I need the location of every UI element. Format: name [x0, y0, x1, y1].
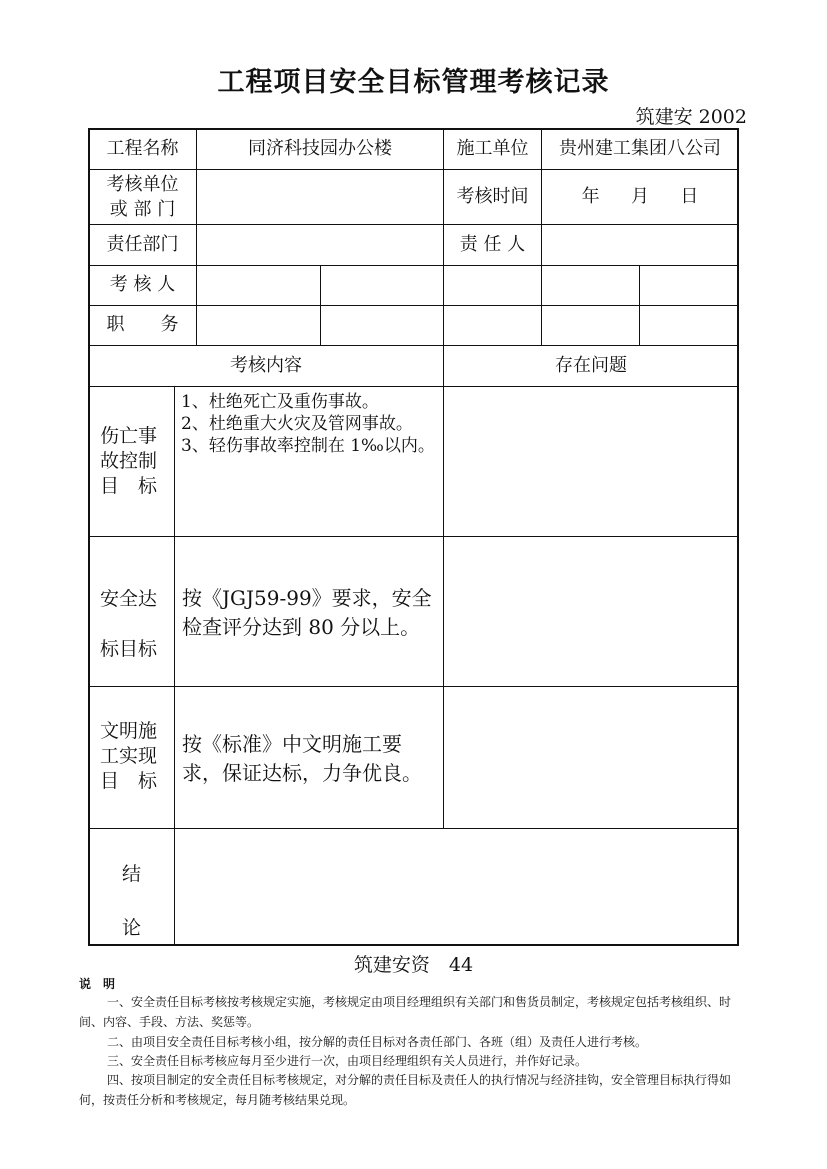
- note-item: 三、安全责任目标考核应每月至少进行一次，由项目经理组织有关人员进行，并作好记录。: [107, 1054, 588, 1068]
- assess-unit-label-line2: 或 部 门: [109, 199, 176, 220]
- document-code: 筑建安 2002: [635, 106, 747, 128]
- section-content-casualty: 1、杜绝死亡及重伤事故。 2、杜绝重大火灾及管网事故。 3、轻伤事故率控制在 1‰以内。: [181, 392, 435, 456]
- column-divider: [174, 386, 175, 945]
- footer-code: 筑建安资 44: [353, 954, 474, 976]
- assess-unit-label-line1: 考核单位: [106, 174, 179, 195]
- section-label-casualty: 伤亡事 故控制 目 标: [100, 425, 158, 497]
- form-title: 工程项目安全目标管理考核记录: [217, 67, 610, 98]
- row-divider: [89, 686, 738, 687]
- construction-unit-value: 贵州建工集团八公司: [559, 137, 721, 159]
- notes-title: 说 明: [79, 977, 116, 991]
- resp-dept-label: 责任部门: [106, 233, 179, 255]
- assess-date-field: [542, 170, 738, 224]
- construction-unit-label: 施工单位: [456, 137, 529, 159]
- content-column-header: 考核内容: [230, 354, 302, 376]
- issues-column-header: 存在问题: [555, 354, 627, 376]
- section-label-civilized-construction: 文明施 工实现 目 标: [100, 720, 158, 792]
- resp-person-label: 责 任 人: [459, 233, 526, 255]
- note-item: 二、由项目安全责任目标考核小组，按分解的责任目标对各责任部门、各班（组）及责任人进行考核。: [107, 1035, 648, 1049]
- assessor-label: 考 核 人: [109, 274, 176, 296]
- column-divider: [639, 265, 640, 346]
- row-divider: [89, 386, 738, 387]
- section-content-safety-standard: 按《JGJ59-99》要求，安全 检查评分达到 80 分以上。: [182, 586, 432, 639]
- assess-unit-label: [89, 170, 196, 224]
- assess-time-label: 考核时间: [456, 185, 529, 207]
- section-content-civilized-construction: 按《标准》中文明施工要 求，保证达标，力争优良。: [182, 732, 422, 785]
- date-month: 月: [630, 185, 649, 207]
- position-label: 职 务: [106, 314, 179, 336]
- date-day: 日: [680, 185, 699, 207]
- row-divider: [89, 536, 738, 537]
- section-label-conclusion: 结 论: [122, 863, 142, 939]
- section-label-safety-standard: 安全达 标目标: [100, 588, 158, 660]
- note-item: 一、安全责任目标考核按考核规定实施，考核规定由项目经理组织有关部门和售货员制定，考核规定包括考核组织、时间、内容、手段、方法、奖惩等。: [79, 995, 732, 1029]
- note-item: 四、按项目制定的安全责任目标考核规定，对分解的责任目标及责任人的执行情况与经济挂钩，安全管理目标执行得如何，按责任分析和考核规定，每月随考核结果兑现。: [79, 1073, 732, 1107]
- project-name-label: 工程名称: [106, 137, 179, 159]
- row-divider: [89, 828, 738, 829]
- date-year: 年: [581, 185, 600, 207]
- column-divider: [320, 265, 321, 346]
- project-name-value: 同济科技园办公楼: [248, 137, 392, 159]
